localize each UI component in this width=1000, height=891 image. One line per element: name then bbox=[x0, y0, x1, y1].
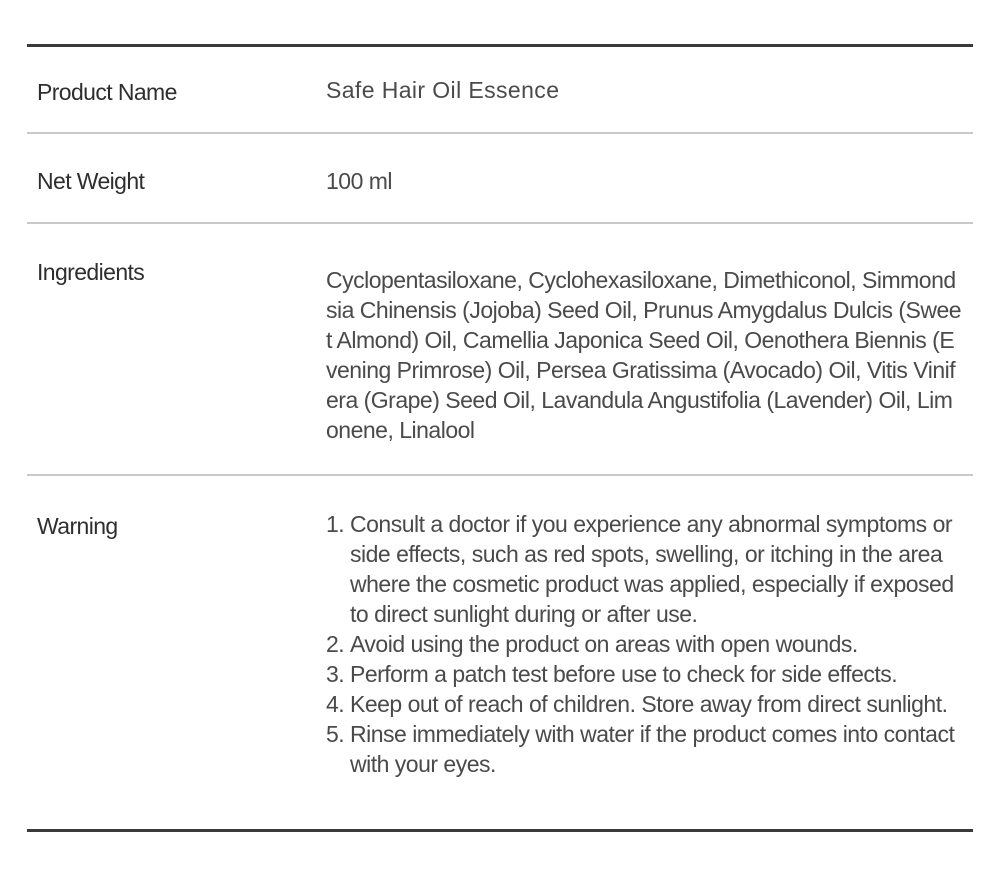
ingredients-value: Cyclopentasiloxane, Cyclohexasiloxane, Dimethiconol, Simmondsia Chinensis (Jojoba) Seed Oil, Prunus Amygdalus Dulcis (Sweet Almond) Oil, Camellia Japonica Seed Oil, Oenothera Biennis (Evening Primrose) Oil, Persea Gratissima (Avocado) Oil, Vitis Vinifera (Grape) Seed Oil, Lavandula Angustifolia (Lavender) Oil, Limonene, Linalool bbox=[326, 267, 962, 443]
warning-row bbox=[27, 476, 973, 829]
warning-item: 1. Consult a doctor if you experience any abnormal symptoms or side effects, such as red spots, swelling, or itching in the area where the cosmetic product was applied, especially if exposed to direct sunlight during or after use. bbox=[326, 511, 954, 627]
ingredients-row bbox=[27, 224, 973, 474]
warning-item: 3. Perform a patch test before use to check for side effects. bbox=[326, 661, 898, 687]
product-name-row bbox=[27, 47, 973, 132]
warning-item: 4. Keep out of reach of children. Store away from direct sunlight. bbox=[326, 691, 948, 717]
net-weight-row bbox=[27, 134, 973, 222]
product-info-table bbox=[27, 44, 973, 832]
warning-list bbox=[326, 509, 962, 779]
warning-item: 2. Avoid using the product on areas with open wounds. bbox=[326, 631, 858, 657]
net-weight-value: 100 ml bbox=[326, 168, 393, 194]
net-weight-label: Net Weight bbox=[37, 168, 145, 194]
product-name-value: Safe Hair Oil Essence bbox=[326, 77, 560, 103]
product-name-label: Product Name bbox=[37, 79, 177, 105]
warning-item: 5. Rinse immediately with water if the product comes into contact with your eyes. bbox=[326, 721, 955, 777]
bottom-rule bbox=[27, 829, 973, 832]
ingredients-label: Ingredients bbox=[37, 259, 145, 285]
warning-label: Warning bbox=[37, 513, 118, 539]
warning-list-container bbox=[326, 509, 962, 779]
